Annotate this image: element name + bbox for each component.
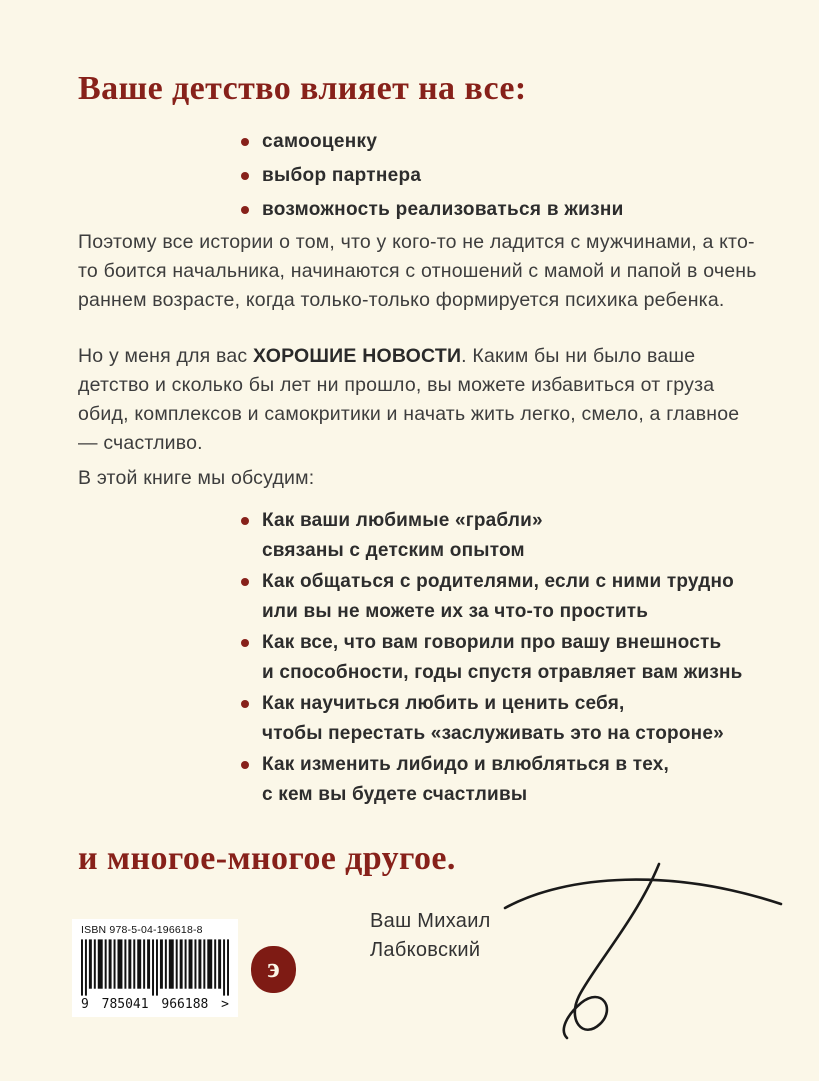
list-item-label: возможность реализоваться в жизни <box>262 199 624 220</box>
bullet-icon <box>241 517 249 525</box>
list-item-line: связаны с детским опытом <box>262 540 525 561</box>
list-item-line: чтобы перестать «заслуживать это на стороне» <box>262 723 724 744</box>
list-item-line: или вы не можете их за что-то простить <box>262 601 649 622</box>
bullet-icon <box>241 761 249 769</box>
isbn-label: ISBN 978-5-04-196618-8 <box>81 924 203 936</box>
list-item <box>241 131 624 152</box>
barcode-group: 966188 <box>161 997 209 1012</box>
isbn-barcode-block <box>72 919 238 1017</box>
publisher-letter: э <box>267 951 280 984</box>
list-item <box>241 506 743 566</box>
list-item <box>241 165 624 186</box>
barcode-icon <box>81 939 229 996</box>
bullet-icon <box>241 206 249 214</box>
list-item-line: Как все, что вам говорили про вашу внешность <box>262 632 722 653</box>
list-item-line: и способности, годы спустя отравляет вам жизнь <box>262 662 743 683</box>
section-heading: В этой книге мы обсудим: <box>78 467 315 489</box>
paragraph: Поэтому все истории о том, что у кого-то не ладится с мужчинами, а кто-то боится начальника, начинаются с отношений с мамой и папой в очень раннем возрасте, когда только-только формируется психика ребенка. <box>78 231 757 311</box>
discussion-bullet-list <box>241 506 743 811</box>
list-item <box>241 750 743 810</box>
author-signature-icon <box>497 856 789 1048</box>
bullet-icon <box>241 172 249 180</box>
publisher-logo-icon <box>251 946 296 993</box>
closing-tagline: и многое-многое другое. <box>78 840 456 877</box>
list-item-line: Как изменить либидо и влюбляться в тех, <box>262 754 669 775</box>
bullet-icon <box>241 700 249 708</box>
paragraph <box>78 342 760 458</box>
barcode-group: 785041 <box>101 997 149 1012</box>
list-item <box>241 199 624 220</box>
list-item-line: Как общаться с родителями, если с ними трудно <box>262 571 734 592</box>
barcode-digits <box>81 997 229 1012</box>
paragraph-text: Но у меня для вас <box>78 345 253 367</box>
list-item-line: с кем вы будете счастливы <box>262 784 528 805</box>
author-line: Лабковский <box>370 939 481 961</box>
author-signoff <box>370 907 491 965</box>
list-item-line: Как научиться любить и ценить себя, <box>262 693 625 714</box>
list-item <box>241 628 743 688</box>
bullet-icon <box>241 138 249 146</box>
bullet-icon <box>241 639 249 647</box>
list-item-line: Как ваши любимые «грабли» <box>262 510 543 531</box>
list-item <box>241 567 743 627</box>
bullet-icon <box>241 578 249 586</box>
author-line: Ваш Михаил <box>370 910 491 932</box>
list-item-label: самооценку <box>262 131 378 152</box>
barcode-digit-lead: 9 <box>81 997 89 1012</box>
page-title: Ваше детство влияет на все: <box>78 70 527 107</box>
list-item-label: выбор партнера <box>262 165 422 186</box>
paragraph-text: . Каким бы ни было ваше детство и сколько бы лет ни прошло, вы можете избавиться от груза обид, комплексов и самокритики и начать жить легко, смело, а главное — счастливо. <box>78 345 740 454</box>
intro-bullet-list <box>241 131 624 233</box>
list-item <box>241 689 743 749</box>
barcode-arrow: > <box>221 997 229 1012</box>
emphasis-text: ХОРОШИЕ НОВОСТИ <box>253 345 462 367</box>
